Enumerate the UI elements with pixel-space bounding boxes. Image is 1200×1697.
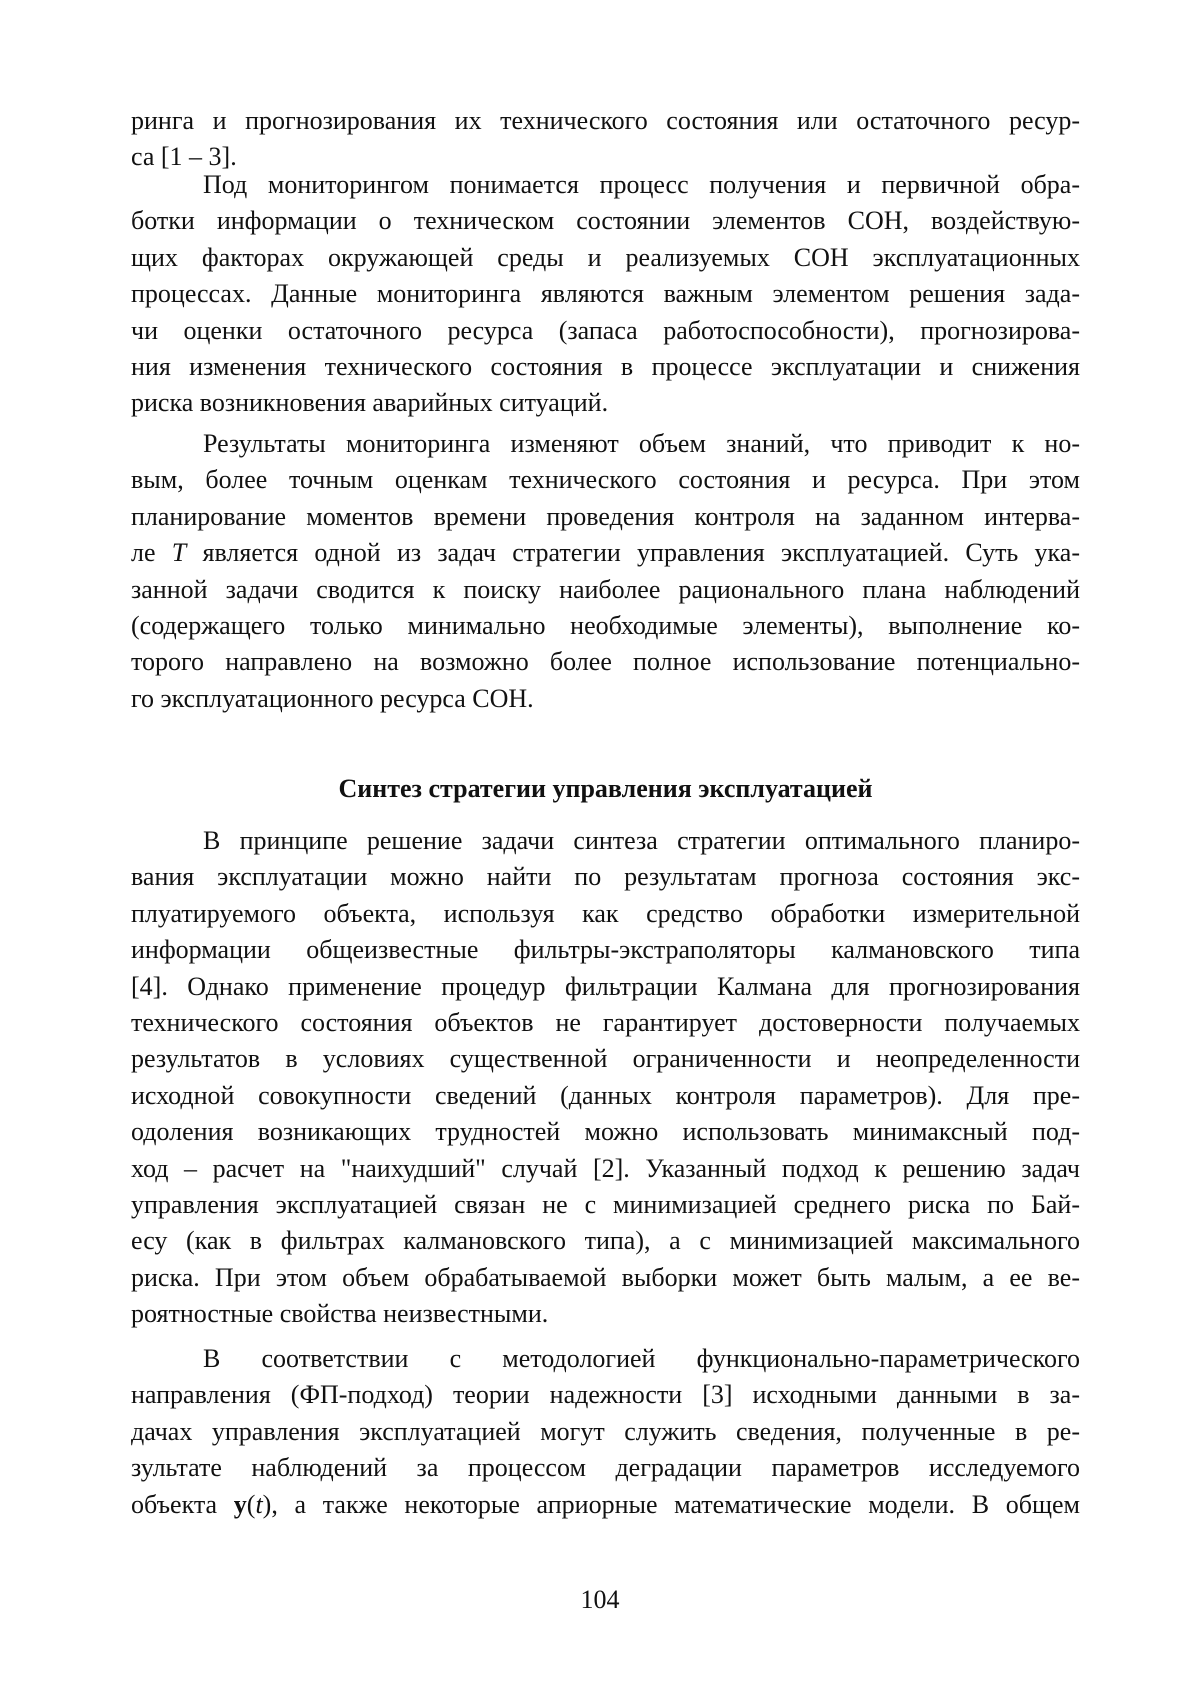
text-line: щих факторах окружающей среды и реализуемых СОН эксплуатационных	[131, 242, 1080, 272]
text-line: риска возникновения аварийных ситуаций.	[131, 388, 609, 418]
text-line: информации общеизвестные фильтры-экстраполяторы калмановского типа	[131, 935, 1080, 965]
text-line: технического состояния объектов не гарантирует достоверности получаемых	[131, 1007, 1080, 1037]
text-line: Под мониторингом понимается процесс получения и первичной обра-	[203, 170, 1080, 199]
text-line: риска. При этом объем обрабатываемой выборки может быть малым, а ее ве-	[131, 1262, 1080, 1292]
paragraph-2	[131, 167, 1080, 422]
text-line: плуатируемого объекта, используя как средство обработки измерительной	[131, 898, 1080, 928]
text-line: процессах. Данные мониторинга являются важным элементом решения зада-	[131, 279, 1080, 309]
text-line-with-vector	[131, 1487, 1080, 1523]
vector-symbol: y	[233, 1489, 247, 1519]
text-line: управления эксплуатацией связан не с минимизацией среднего риска по Бай-	[131, 1189, 1080, 1219]
text-fragment: объекта	[131, 1489, 234, 1519]
text-line: В соответствии с методологией функционально-параметрического	[203, 1344, 1080, 1373]
variable-symbol: T	[171, 538, 187, 568]
paragraph-4	[131, 823, 1080, 1332]
text-line: одоления возникающих трудностей можно использовать минимаксный под-	[131, 1117, 1080, 1147]
text-fragment: ), а также некоторые априорные математические модели. В общем	[262, 1489, 1080, 1519]
paragraph-3	[131, 426, 1080, 717]
text-line: зультате наблюдений за процессом деградации параметров исследуемого	[131, 1453, 1080, 1483]
text-line: занной задачи сводится к поиску наиболее рационального плана наблюдений	[131, 574, 1080, 604]
text-line: есу (как в фильтрах калмановского типа), а с минимизацией максимального	[131, 1226, 1080, 1256]
text-fragment: ле	[131, 538, 172, 568]
text-line: исходной совокупности сведений (данных контроля параметров). Для пре-	[131, 1080, 1080, 1110]
text-fragment: является одной из задач стратегии управления эксплуатацией. Суть ука-	[186, 538, 1080, 568]
page-number: 104	[580, 1585, 620, 1614]
text-line: вым, более точным оценкам технического состояния и ресурса. При этом	[131, 465, 1080, 495]
text-line: дачах управления эксплуатацией могут служить сведения, полученные в ре-	[131, 1416, 1080, 1446]
text-line: вания эксплуатации можно найти по результатам прогноза состояния экс-	[131, 862, 1080, 892]
text-line: В принципе решение задачи синтеза стратегии оптимального планиро-	[203, 826, 1080, 855]
text-fragment: (	[246, 1489, 256, 1519]
text-line: торого направлено на возможно более полное использование потенциально-	[131, 647, 1080, 677]
text-line: планирование моментов времени проведения контроля на заданном интерва-	[131, 501, 1080, 531]
text-line: чи оценки остаточного ресурса (запаса работоспособности), прогнозирова-	[131, 315, 1080, 345]
text-line: ботки информации о техническом состоянии элементов СОН, воздействую-	[131, 206, 1080, 236]
text-line: Результаты мониторинга изменяют объем знаний, что приводит к но-	[203, 429, 1080, 458]
paragraph-5	[131, 1341, 1080, 1523]
variable-symbol: t	[255, 1489, 263, 1519]
text-line: (содержащего только минимально необходимые элементы), выполнение ко-	[131, 610, 1080, 640]
text-line-with-variable	[131, 535, 1080, 571]
text-line: са [1 – 3].	[131, 142, 237, 172]
text-line: ния изменения технического состояния в процессе эксплуатации и снижения	[131, 351, 1080, 381]
text-line: ход – расчет на "наихудший" случай [2]. Указанный подход к решению задач	[131, 1153, 1080, 1183]
text-line: ринга и прогнозирования их технического состояния или остаточного ресур-	[131, 106, 1080, 135]
text-line: роятностные свойства неизвестными.	[131, 1299, 549, 1329]
section-heading: Синтез стратегии управления эксплуатацией	[338, 774, 873, 803]
text-line: результатов в условиях существенной ограниченности и неопределенности	[131, 1044, 1080, 1074]
paragraph-1	[131, 103, 1080, 176]
text-line: [4]. Однако применение процедур фильтрации Калмана для прогнозирования	[131, 971, 1080, 1001]
text-line: го эксплуатационного ресурса СОН.	[131, 683, 534, 713]
text-line: направления (ФП-подход) теории надежности [3] исходными данными в за-	[131, 1380, 1080, 1410]
